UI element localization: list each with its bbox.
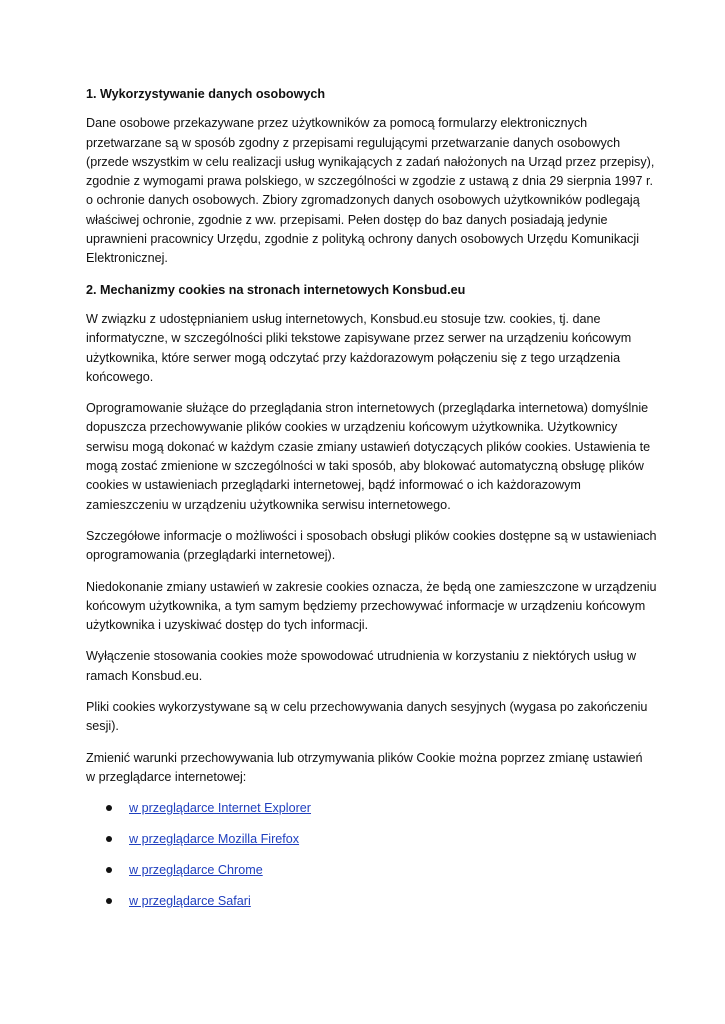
heading-text: 2. Mechanizmy cookies na stronach internetowych Konsbud.eu — [86, 282, 466, 297]
text-line: Pliki cookies wykorzystywane są w celu przechowywania danych sesyjnych (wygasa po zakończeniu — [86, 700, 648, 715]
section-1-heading — [86, 85, 646, 104]
list-item — [86, 799, 646, 830]
text-line: informatyczne, w szczególności pliki tekstowe zapisywane przez serwer na urządzeniu końcowym — [86, 331, 632, 346]
text-line: przetwarzane są w sposób zgodny z przepisami regulującymi przetwarzanie danych osobowych — [86, 135, 621, 150]
list-item — [86, 892, 646, 923]
document-page — [86, 85, 657, 923]
browser-settings-paragraph — [86, 399, 651, 515]
details-paragraph — [86, 527, 657, 566]
browser-links-list — [86, 799, 646, 923]
text-line: ramach Konsbud.eu. — [86, 668, 203, 683]
text-line: końcowego. — [86, 369, 154, 384]
bullet-icon — [106, 898, 112, 904]
text-line: Zmienić warunki przechowywania lub otrzymywania plików Cookie można poprzez zmianę ustawień — [86, 750, 643, 765]
text-line: właściwej ochronie, zgodnie z ww. przepisami. Pełen dostęp do baz danych posiadają jedynie — [86, 212, 608, 227]
cookies-intro-paragraph — [86, 310, 646, 387]
bullet-icon — [106, 805, 112, 811]
safari-link[interactable]: w przeglądarce Safari — [129, 894, 251, 909]
section-1-paragraph — [86, 114, 655, 268]
text-line: serwisu mogą dokonać w każdym czasie zmiany ustawień dotyczących plików cookies. Ustawienia te — [86, 439, 651, 454]
text-line: o ochronie danych osobowych. Zbiory zgromadzonych danych osobowych użytkowników podlegają — [86, 193, 640, 208]
text-line: użytkownika i uzyskiwać dostęp do tych informacji. — [86, 618, 369, 633]
section-2-heading — [86, 281, 646, 300]
heading-text: 1. Wykorzystywanie danych osobowych — [86, 87, 326, 101]
internet-explorer-link[interactable]: w przeglądarce Internet Explorer — [129, 801, 312, 816]
bullet-icon — [106, 836, 112, 842]
text-line: Dane osobowe przekazywane przez użytkowników za pomocą formularzy elektronicznych — [86, 116, 588, 131]
text-line: zamieszczeniu w urządzeniu użytkownika serwisu internetowego. — [86, 497, 451, 512]
list-item — [86, 830, 646, 861]
text-line: sesji). — [86, 719, 119, 734]
text-line: W związku z udostępnianiem usług internetowych, Konsbud.eu stosuje tzw. cookies, tj. dane — [86, 311, 601, 326]
session-cookies-paragraph — [86, 698, 646, 737]
text-line: Szczegółowe informacje o możliwości i sposobach obsługi plików cookies dostępne są w ustawieniach — [86, 528, 657, 543]
text-line: Oprogramowanie służące do przeglądania stron internetowych (przeglądarka internetowa) domyślnie — [86, 401, 649, 416]
text-line: oprogramowania (przeglądarki internetowej). — [86, 548, 336, 563]
disabling-cookies-paragraph — [86, 647, 646, 686]
text-line: zgodnie z wymogami prawa polskiego, w szczególności w zgodzie z ustawą z dnia 29 sierpnia 1997 r. — [86, 174, 654, 189]
text-line: użytkownika, które serwer mogą odczytać przy każdorazowym połączeniu się z tego urządzenia — [86, 350, 621, 365]
change-settings-paragraph — [86, 749, 646, 788]
text-line: uprawnieni pracownicy Urzędu, zgodnie z polityką ochrony danych osobowych Urzędu Komunikacji — [86, 232, 640, 247]
text-line: w przeglądarce internetowej: — [86, 769, 247, 784]
text-line: mogą zostać zmienione w szczególności w taki sposób, aby blokować automatyczną obsługę plików — [86, 459, 644, 474]
bullet-icon — [106, 867, 112, 873]
text-line: cookies w ustawieniach przeglądarki internetowej, bądź informować o ich każdorazowym — [86, 478, 581, 493]
text-line: (przede wszystkim w celu realizacji usług wynikających z zadań nałożonych na Urząd przez przepisy), — [86, 154, 655, 169]
text-line: końcowym użytkownika, a tym samym będziemy przechowywać informacje w urządzeniu końcowym — [86, 598, 646, 613]
list-item — [86, 861, 646, 892]
text-line: Elektronicznej. — [86, 251, 168, 266]
text-line: dopuszcza przechowywanie plików cookies w urządzeniu końcowym użytkownika. Użytkownicy — [86, 420, 618, 435]
default-settings-paragraph — [86, 578, 657, 636]
text-line: Niedokonanie zmiany ustawień w zakresie cookies oznacza, że będą one zamieszczone w urządzeniu — [86, 579, 657, 594]
firefox-link[interactable]: w przeglądarce Mozilla Firefox — [129, 832, 300, 847]
chrome-link[interactable]: w przeglądarce Chrome — [129, 863, 263, 878]
text-line: Wyłączenie stosowania cookies może spowodować utrudnienia w korzystaniu z niektórych usług w — [86, 649, 637, 664]
